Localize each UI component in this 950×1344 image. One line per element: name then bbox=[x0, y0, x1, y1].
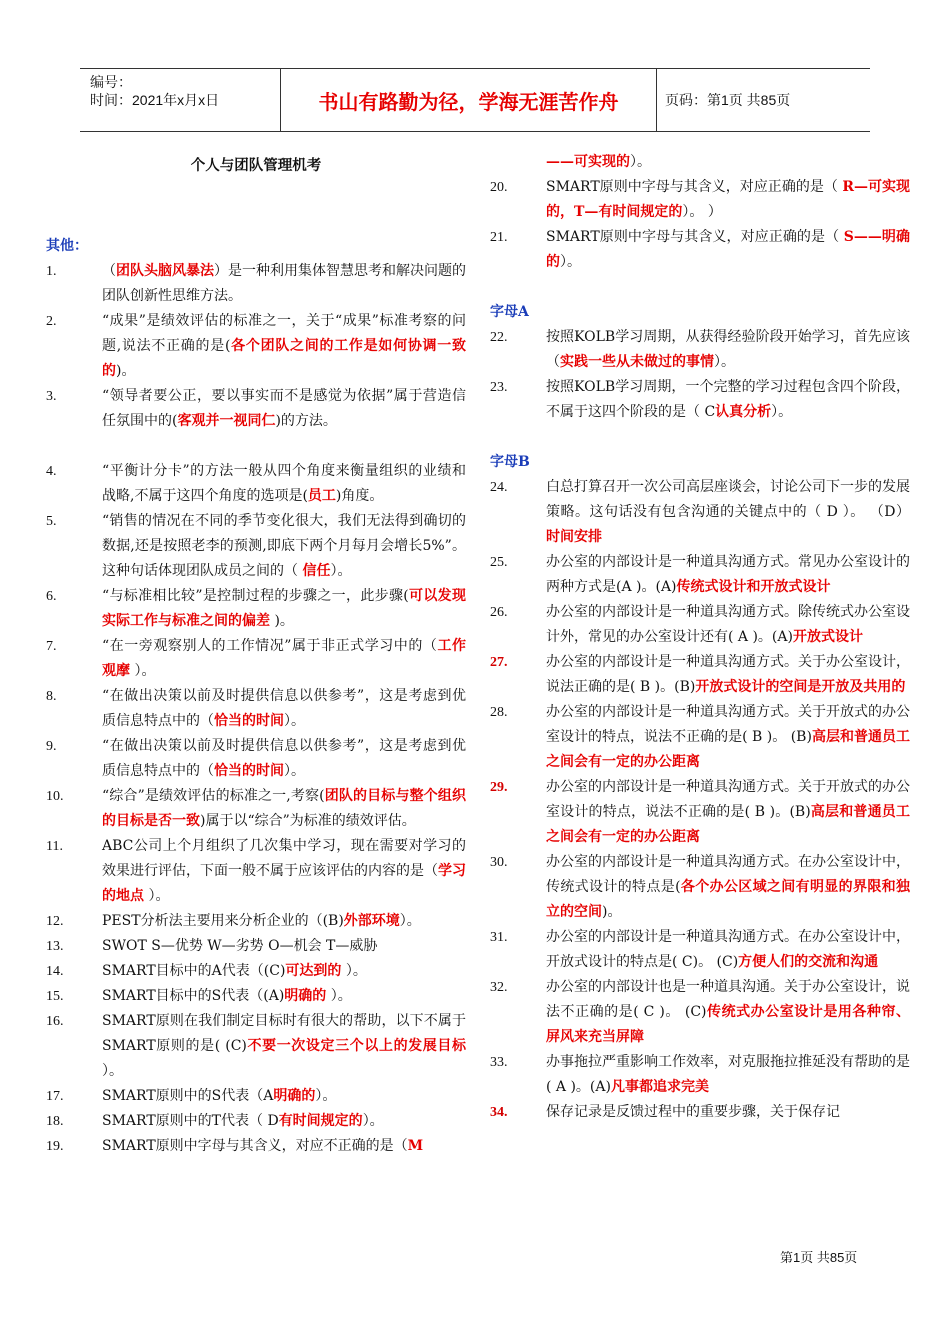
question-number: 20. bbox=[490, 180, 508, 195]
right-column bbox=[490, 150, 910, 1125]
question-number: 30. bbox=[490, 855, 508, 870]
question-fragment: 白总打算召开一次公司高层座谈会，讨论公司下一步的发展策略。这句话没有包含沟通的关键点中的（ D ）。 （D） bbox=[546, 479, 910, 520]
question-text bbox=[102, 834, 466, 909]
question-fragment: “与标准相比较”是控制过程的步骤之一，此步骤( bbox=[102, 588, 409, 604]
answer-text: 各个团队之间的工作是如何协调一致的 bbox=[102, 338, 466, 379]
question-number: 14. bbox=[46, 964, 64, 979]
question-fragment: ）。 bbox=[560, 254, 581, 270]
question-fragment: SMART目标中的S代表（(A) bbox=[102, 988, 285, 1004]
answer-text: 恰当的时间 bbox=[214, 763, 284, 779]
question-fragment: ）。 bbox=[771, 404, 793, 420]
question-fragment: ）。 bbox=[102, 1063, 123, 1079]
question-item bbox=[46, 584, 466, 634]
question-item bbox=[46, 309, 466, 384]
answer-text: 工作观摩 bbox=[102, 638, 466, 679]
question-text bbox=[546, 1100, 910, 1125]
header-date-label: 时间：2021年x月x日 bbox=[90, 92, 220, 108]
question-text bbox=[102, 459, 466, 509]
answer-text: 方便人们的交流和沟通 bbox=[738, 954, 879, 970]
header-code-label: 编号： bbox=[90, 74, 132, 90]
question-number: 8. bbox=[46, 689, 57, 704]
question-fragment: ）。 bbox=[284, 713, 305, 729]
question-item bbox=[46, 259, 466, 309]
question-item bbox=[46, 684, 466, 734]
question-item bbox=[46, 1084, 466, 1109]
question-fragment: “销售的情况在不同的季节变化很大，我们无法得到确切的数据,还是按照老李的预测,即底下两个月每月会增长5%”。这种句话体现团队成员之间的（ bbox=[102, 513, 466, 579]
question-number: 28. bbox=[490, 705, 508, 720]
question-number: 4. bbox=[46, 464, 57, 479]
page-header bbox=[80, 68, 870, 132]
question-fragment: )属于以“综合”为标准的绩效评估。 bbox=[200, 813, 416, 829]
question-fragment: PEST分析法主要用来分析企业的（(B) bbox=[102, 913, 344, 929]
answer-text: 传统式办公室设计是用各种帘、屏风来充当屏障 bbox=[546, 1004, 911, 1045]
question-fragment: SMART原则中字母与其含义，对应不正确的是（ bbox=[102, 1138, 408, 1154]
answer-text: S——明确的 bbox=[546, 229, 910, 270]
answer-text: 信任 bbox=[302, 563, 331, 579]
question-number: 3. bbox=[46, 389, 57, 404]
question-text bbox=[102, 1009, 466, 1084]
question-text bbox=[546, 375, 910, 425]
answer-text: 高层和普通员工之间会有一定的办公距离 bbox=[546, 804, 910, 845]
question-fragment: “在一旁观察别人的工作情况”属于非正式学习中的（ bbox=[102, 638, 438, 654]
question-fragment: )。 bbox=[116, 363, 136, 379]
question-item bbox=[490, 700, 910, 775]
question-number: 17. bbox=[46, 1089, 64, 1104]
question-fragment: )。 bbox=[602, 904, 622, 920]
question-fragment: 办公室的内部设计是一种道具沟通方式。常见办公室设计的两种方式是(A )。(A) bbox=[546, 554, 910, 595]
question-fragment: ABC公司上个月组织了几次集中学习，现在需要对学习的效果进行评估，下面一般不属于应该评估的内容的是（ bbox=[102, 838, 466, 879]
question-text bbox=[102, 634, 466, 684]
question-fragment: ）。 bbox=[399, 913, 421, 929]
question-fragment: 办公室的内部设计也是一种道具沟通。关于办公室设计，说法不正确的是( C )。 (C) bbox=[546, 979, 910, 1020]
question-item bbox=[490, 1100, 910, 1125]
question-item bbox=[46, 959, 466, 984]
question-number: 21. bbox=[490, 230, 508, 245]
question-item bbox=[46, 634, 466, 684]
question-item bbox=[490, 650, 910, 700]
answer-text: 团队的目标与整个组织的目标是否一致 bbox=[102, 788, 467, 829]
question-fragment: ）。 bbox=[714, 354, 735, 370]
question-text bbox=[102, 1134, 466, 1159]
question-fragment: “平衡计分卡”的方法一般从四个角度来衡量组织的业绩和战略,不属于这四个角度的选项是( bbox=[102, 463, 466, 504]
question-text bbox=[546, 600, 910, 650]
answer-text: 各个办公区域之间有明显的界限和独立的空间 bbox=[546, 879, 911, 920]
question-text bbox=[546, 1050, 910, 1100]
question-number: 24. bbox=[490, 480, 508, 495]
question-item bbox=[490, 850, 910, 925]
question-fragment: 办事拖拉严重影响工作效率，对克服拖拉推延没有帮助的是( A )。(A) bbox=[546, 1054, 910, 1095]
question-fragment: 办公室的内部设计是一种道具沟通方式。关于开放式的办公室设计的特点，说法不正确的是( B )。 (B) bbox=[546, 704, 910, 745]
answer-text: 高层和普通员工之间会有一定的办公距离 bbox=[546, 729, 910, 770]
answer-text: 传统式设计和开放式设计 bbox=[676, 579, 831, 595]
question-text bbox=[102, 309, 466, 384]
section-letter-b: 字母B bbox=[490, 454, 530, 470]
question-item bbox=[46, 1134, 466, 1159]
answer-text: 恰当的时间 bbox=[214, 713, 284, 729]
question-fragment: 办公室的内部设计是一种道具沟通方式。在办公室设计中，传统式设计的特点是( bbox=[546, 854, 910, 895]
question-fragment: ）。 bbox=[284, 763, 305, 779]
question-item bbox=[490, 325, 910, 375]
question-text bbox=[546, 850, 910, 925]
question-number: 15. bbox=[46, 989, 64, 1004]
question-fragment: 办公室的内部设计是一种道具沟通方式。除传统式办公室设计外，常见的办公室设计还有( A )。(A) bbox=[546, 604, 910, 645]
question-item bbox=[490, 600, 910, 650]
question-item bbox=[46, 834, 466, 909]
page-footer: 第1页 共85页 bbox=[780, 1250, 858, 1265]
answer-text: 可以发现实际工作与标准之间的偏差 bbox=[102, 588, 466, 629]
question-fragment: 按照KOLB学习周期，一个完整的学习过程包含四个阶段，不属于这四个阶段的是（ C bbox=[546, 379, 910, 420]
header-page-label: 页码：第1页 共85页 bbox=[665, 92, 791, 108]
answer-text: 明确的 bbox=[273, 1088, 316, 1104]
answer-text: 时间安排 bbox=[546, 529, 602, 545]
question-item bbox=[46, 784, 466, 834]
answer-text: 学习的地点 bbox=[102, 863, 466, 904]
question-item bbox=[490, 175, 910, 225]
question-fragment: )。 bbox=[270, 613, 294, 629]
question-text bbox=[102, 1109, 466, 1134]
question-fragment: 办公室的内部设计是一种道具沟通方式。关于开放式的办公室设计的特点，说法不正确的是( B )。(B) bbox=[546, 779, 910, 820]
question-text bbox=[102, 934, 466, 959]
question-number: 5. bbox=[46, 514, 57, 529]
question-fragment: （ bbox=[102, 263, 116, 279]
question-text bbox=[546, 325, 910, 375]
question-text bbox=[546, 175, 910, 225]
header-meta bbox=[80, 69, 280, 131]
question-number: 22. bbox=[490, 330, 508, 345]
question-number: 25. bbox=[490, 555, 508, 570]
question-item bbox=[46, 734, 466, 784]
question-number: 32. bbox=[490, 980, 508, 995]
left-question-list bbox=[46, 259, 466, 1159]
question-fragment: “成果”是绩效评估的标准之一，关于“成果”标准考察的问题,说法不正确的是( bbox=[102, 313, 466, 354]
question-fragment: ）。 ） bbox=[682, 204, 722, 220]
question-fragment: )角度。 bbox=[335, 488, 384, 504]
question-fragment: SMART目标中的A代表（(C) bbox=[102, 963, 286, 979]
right-question-list-top bbox=[490, 175, 910, 275]
question-fragment: ）。 bbox=[144, 888, 170, 904]
question-fragment: SMART原则中字母与其含义，对应正确的是（ bbox=[546, 179, 843, 195]
answer-text: 认真分析 bbox=[715, 404, 772, 420]
question-fragment: “综合”是绩效评估的标准之一,考察( bbox=[102, 788, 325, 804]
question-item bbox=[490, 775, 910, 850]
answer-text: 实践一些从未做过的事情 bbox=[560, 354, 714, 370]
question-fragment: 按照KOLB学习周期，从获得经验阶段开始学习，首先应该（ bbox=[546, 329, 910, 370]
question-item bbox=[46, 984, 466, 1009]
question-19-continued bbox=[490, 150, 910, 175]
section-letter-a: 字母A bbox=[490, 304, 529, 320]
answer-text: 外部环境 bbox=[343, 913, 400, 929]
answer-text: 不要一次设定三个以上的发展目标 bbox=[246, 1038, 467, 1054]
question-fragment: 办公室的内部设计是一种道具沟通方式。关于办公室设计，说法正确的是( B )。(B) bbox=[546, 654, 910, 695]
question-number: 12. bbox=[46, 914, 64, 929]
answer-text: 有时间规定的 bbox=[278, 1113, 363, 1129]
question-item bbox=[46, 1109, 466, 1134]
right-question-list-b bbox=[490, 475, 910, 1125]
question-text bbox=[102, 384, 466, 434]
question-number: 34. bbox=[490, 1105, 508, 1120]
question-text bbox=[546, 475, 910, 550]
answer-text: 团队头脑风暴法 bbox=[116, 263, 214, 279]
question-text bbox=[102, 684, 466, 734]
answer-text: 明确的 bbox=[284, 988, 327, 1004]
left-column bbox=[46, 150, 466, 1159]
question-number: 27. bbox=[490, 655, 508, 670]
question-item bbox=[46, 1009, 466, 1084]
question-text bbox=[546, 225, 910, 275]
question-item bbox=[490, 975, 910, 1050]
question-fragment: ）。 bbox=[362, 1113, 384, 1129]
question-item bbox=[46, 509, 466, 584]
header-motto: 书山有路勤为径，学海无涯苦作舟 bbox=[280, 69, 657, 131]
question-number: 1. bbox=[46, 264, 57, 279]
question-number: 16. bbox=[46, 1014, 64, 1029]
question-item bbox=[46, 459, 466, 509]
question-item bbox=[490, 550, 910, 600]
question-fragment: SWOT S—优势 W—劣势 O—机会 T—威胁 bbox=[102, 938, 378, 954]
answer-text: M bbox=[407, 1138, 424, 1154]
question-fragment: ）。 bbox=[130, 663, 156, 679]
question-text bbox=[102, 259, 466, 309]
question-text bbox=[102, 1084, 466, 1109]
question-number: 13. bbox=[46, 939, 64, 954]
question-number: 18. bbox=[46, 1114, 64, 1129]
question-item bbox=[46, 909, 466, 934]
question-number: 29. bbox=[490, 780, 508, 795]
answer-19-tail: ）。 bbox=[630, 154, 651, 170]
question-fragment: “在做出决策以前及时提供信息以供参考”，这是考虑到优质信息特点中的（ bbox=[102, 738, 466, 779]
question-text bbox=[102, 584, 466, 634]
question-item bbox=[46, 384, 466, 434]
question-fragment: )的方法。 bbox=[275, 413, 337, 429]
question-text bbox=[546, 550, 910, 600]
question-text bbox=[102, 909, 466, 934]
question-fragment: “领导者要公正，要以事实而不是感觉为依据”属于营造信任氛围中的( bbox=[102, 388, 466, 429]
question-fragment: ）。 bbox=[330, 563, 352, 579]
question-number: 23. bbox=[490, 380, 508, 395]
answer-text: 凡事都追求完美 bbox=[610, 1079, 709, 1095]
question-fragment: SMART原则在我们制定目标时有很大的帮助，以下不属于SMART原则的是( (C) bbox=[102, 1013, 466, 1054]
question-fragment: SMART原则中的S代表（A bbox=[102, 1088, 274, 1104]
question-number: 11. bbox=[46, 839, 63, 854]
question-text bbox=[102, 984, 466, 1009]
question-text bbox=[546, 650, 910, 700]
question-text bbox=[546, 975, 910, 1050]
question-item bbox=[490, 925, 910, 975]
question-text bbox=[102, 734, 466, 784]
answer-text: 员工 bbox=[307, 488, 336, 504]
question-number: 26. bbox=[490, 605, 508, 620]
question-number: 2. bbox=[46, 314, 57, 329]
question-number: 10. bbox=[46, 789, 64, 804]
question-item bbox=[46, 934, 466, 959]
question-number: 9. bbox=[46, 739, 57, 754]
question-text bbox=[546, 925, 910, 975]
question-number: 33. bbox=[490, 1055, 508, 1070]
question-fragment: ）。 bbox=[315, 1088, 337, 1104]
question-item bbox=[490, 225, 910, 275]
question-text bbox=[546, 700, 910, 775]
answer-text: 开放式设计的空间是开放及共用的 bbox=[695, 679, 906, 695]
question-item bbox=[490, 1050, 910, 1100]
right-question-list-a bbox=[490, 325, 910, 425]
question-item bbox=[490, 375, 910, 425]
answer-text: 可达到的 bbox=[285, 963, 342, 979]
question-fragment: SMART原则中字母与其含义，对应正确的是（ bbox=[546, 229, 844, 245]
question-number: 19. bbox=[46, 1139, 64, 1154]
answer-text: R—可实现的，T—有时间规定的 bbox=[546, 179, 910, 220]
answer-19-cont: ——可实现的 bbox=[546, 154, 630, 170]
question-item bbox=[490, 475, 910, 550]
question-fragment: “在做出决策以前及时提供信息以供参考”，这是考虑到优质信息特点中的（ bbox=[102, 688, 466, 729]
document-title: 个人与团队管理机考 bbox=[190, 157, 322, 174]
question-fragment: SMART原则中的T代表（ D bbox=[102, 1113, 279, 1129]
question-text bbox=[102, 959, 466, 984]
answer-text: 客观并一视同仁 bbox=[177, 413, 276, 429]
question-fragment: ）。 bbox=[326, 988, 352, 1004]
question-number: 31. bbox=[490, 930, 508, 945]
answer-text: 开放式设计 bbox=[792, 629, 863, 645]
question-fragment: ）。 bbox=[341, 963, 367, 979]
question-fragment: ）是一种利用集体智慧思考和解决问题的团队创新性思维方法。 bbox=[102, 263, 466, 304]
question-text bbox=[102, 784, 466, 834]
section-other: 其他： bbox=[46, 238, 88, 254]
question-text bbox=[102, 509, 466, 584]
question-number: 7. bbox=[46, 639, 57, 654]
question-fragment: 办公室的内部设计是一种道具沟通方式。在办公室设计中，开放式设计的特点是( C)。 (C) bbox=[546, 929, 910, 970]
question-number: 6. bbox=[46, 589, 57, 604]
question-text bbox=[546, 775, 910, 850]
question-fragment: 保存记录是反馈过程中的重要步骤，关于保存记 bbox=[546, 1104, 840, 1120]
